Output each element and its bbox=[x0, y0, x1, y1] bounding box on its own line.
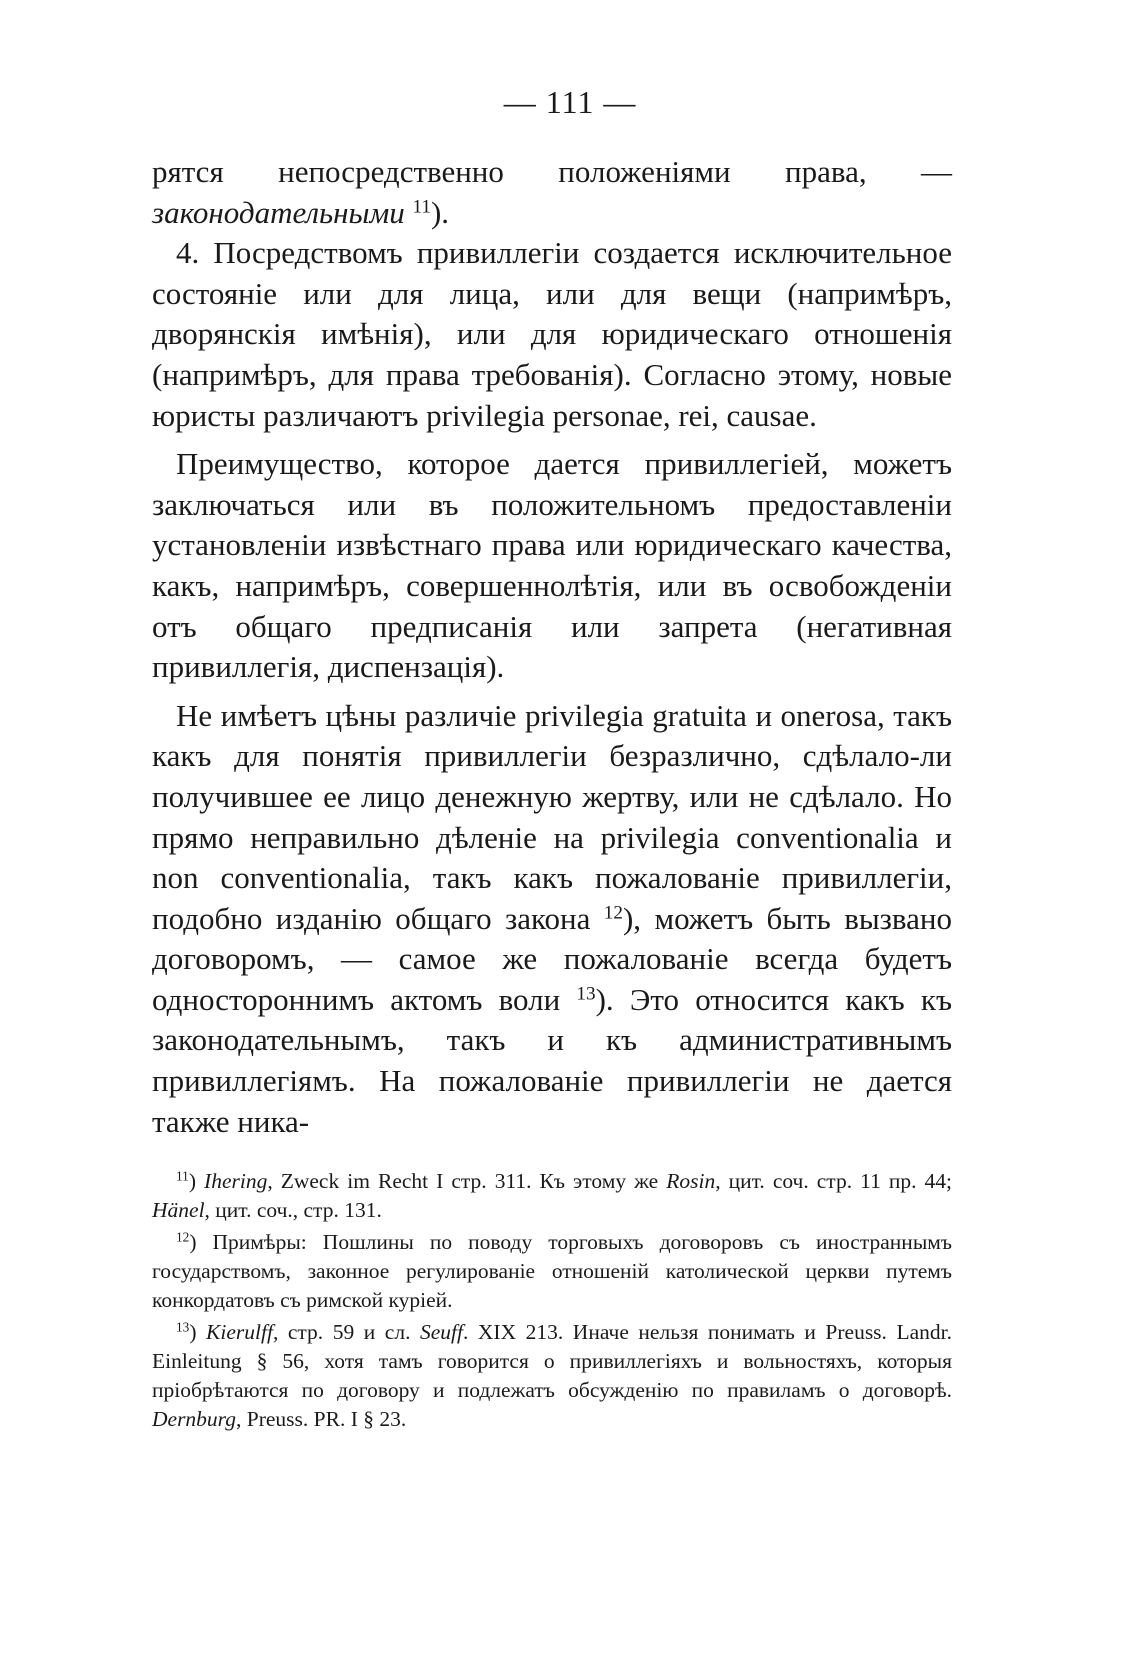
footnote-ref: 12 bbox=[176, 1229, 190, 1245]
italic-text: Seuff bbox=[419, 1320, 463, 1344]
italic-text: законодательными bbox=[152, 194, 405, 230]
footnotes bbox=[152, 1167, 952, 1437]
footnote-ref: 11 bbox=[412, 196, 431, 218]
footnote-ref: 13 bbox=[576, 983, 596, 1005]
text-run: , цит. соч., стр. 131. bbox=[204, 1198, 382, 1222]
main-text bbox=[152, 152, 952, 1142]
text-run: ) Примѣры: Пошлины по поводу торговыхъ договоровъ съ иностраннымъ государствомъ, законное регулированіе отношеній католической церкви путемъ конкордатовъ съ римской куріей. bbox=[152, 1230, 952, 1312]
footnote-ref: 12 bbox=[603, 902, 623, 924]
footnote-12 bbox=[152, 1228, 952, 1315]
text-run: . XIX 213. Иначе нельзя понимать и Preuss. Landr. Einleitung § 56, хотя тамъ говорится о привиллегіяхъ и вольностяхъ, которыя пріобрѣтаются по договору и подлежатъ обсужденію по правиламъ о договорѣ. bbox=[152, 1320, 952, 1402]
text-run: рятся непосредственно положеніями права, — bbox=[152, 154, 952, 189]
paragraph-item-4 bbox=[152, 233, 952, 436]
text-run: 4. Посредствомъ привиллегіи создается исключительное состояніе или для лица, или для вещи (напримѣръ, дворянскія имѣнія), или для юридическаго отношенія (напримѣръ, для права требованія). Согласно этому, новые юристы различаютъ privilegia personae, rei, causae. bbox=[152, 235, 952, 433]
text-run: ), можетъ быть вызвано договоромъ, — самое же пожалованіе всегда будетъ одностороннимъ актомъ воли bbox=[152, 900, 953, 1017]
paragraph-continuation bbox=[152, 152, 952, 233]
footnote-13 bbox=[152, 1318, 952, 1434]
italic-text: Kierulff bbox=[206, 1320, 273, 1344]
italic-text: Rosin bbox=[666, 1169, 716, 1193]
italic-text: Hänel bbox=[152, 1198, 205, 1222]
footnote-ref: 11 bbox=[176, 1168, 189, 1184]
page-number: — 111 — bbox=[503, 84, 637, 120]
italic-text: Ihering bbox=[204, 1169, 268, 1193]
text-run: , Preuss. PR. I § 23. bbox=[236, 1407, 407, 1431]
footnote-ref: 13 bbox=[176, 1319, 190, 1335]
text-run: ) bbox=[189, 1320, 207, 1344]
paragraph-gratuita-onerosa bbox=[152, 696, 952, 1143]
text-run: ). Это относится какъ къ законодательнымъ, такъ и къ административнымъ привиллегіямъ. На пожалованіе привиллегіи не дается также ника- bbox=[152, 981, 952, 1139]
paragraph-advantage bbox=[152, 444, 952, 688]
footnote-11 bbox=[152, 1167, 952, 1225]
italic-text: Dernburg bbox=[152, 1407, 237, 1431]
text-run: ). bbox=[430, 194, 450, 230]
text-run: , стр. 59 и сл. bbox=[272, 1320, 420, 1344]
text-run: Преимущество, которое дается привиллегіей, можетъ заключаться или въ положительномъ предоставленіи установленіи извѣстнаго права или юридическаго качества, какъ, напримѣръ, совершеннолѣтія, или въ освобожденіи отъ общаго предписанія или запрета (негативная привиллегія, диспензація). bbox=[152, 446, 952, 685]
text-run: , Zweck im Recht I стр. 311. Къ этому же bbox=[267, 1169, 667, 1193]
text-run: Не имѣетъ цѣны различіе privilegia gratuita и onerosa, такъ какъ для понятія привиллегіи безразлично, сдѣлало-ли получившее ее лицо денежную жертву, или не сдѣлало. Но прямо неправильно дѣленіе на privilegia conventionalia и non conventionalia, такъ какъ пожалованіе привиллегіи, подобно изданію общаго закона bbox=[152, 697, 952, 936]
text-run: ) bbox=[188, 1169, 205, 1193]
text-run: , цит. соч. стр. 11 пр. 44; bbox=[715, 1169, 952, 1193]
